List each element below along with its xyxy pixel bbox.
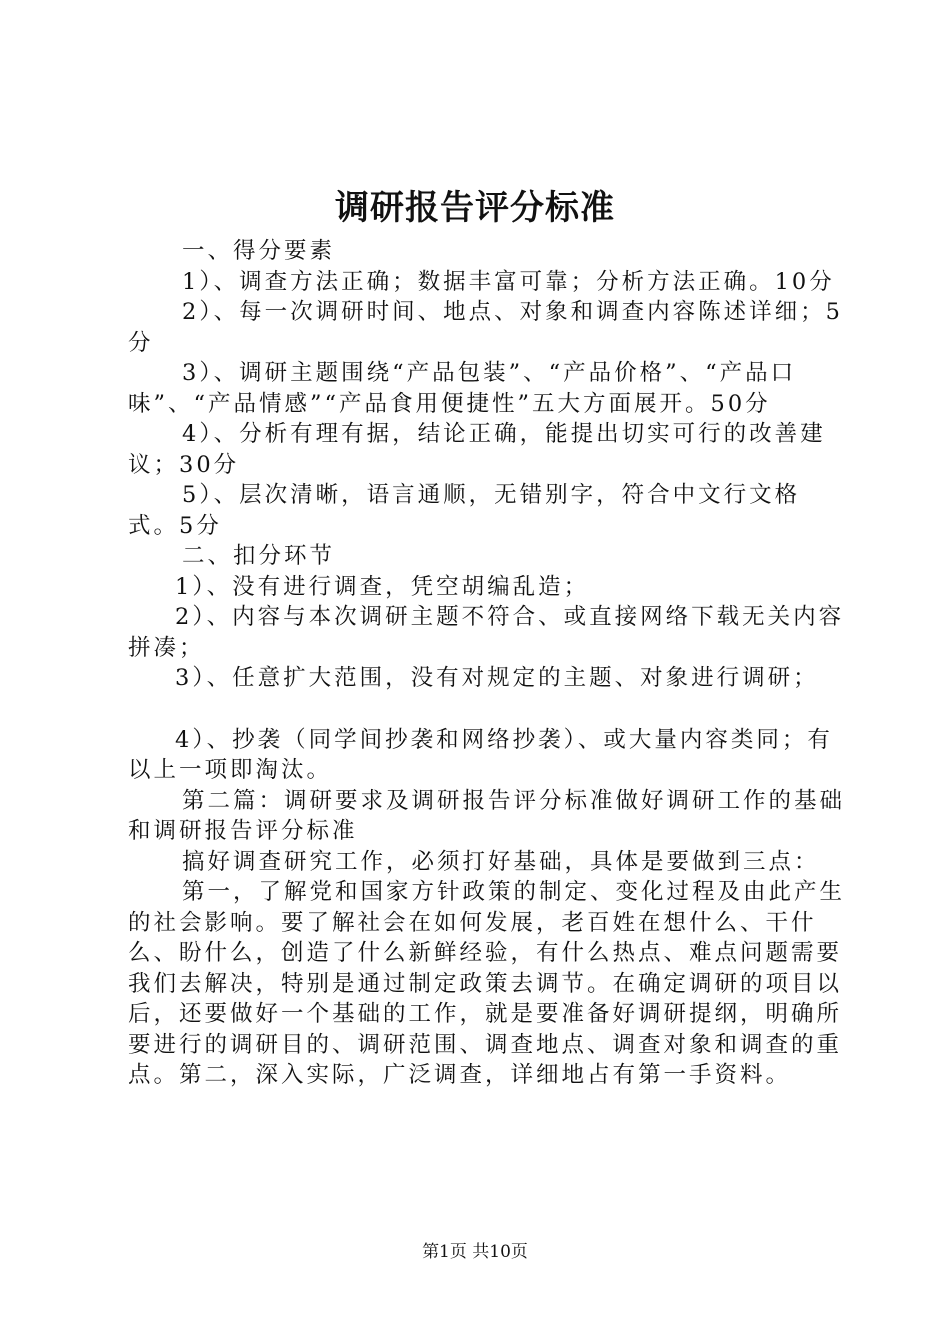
deduction-item-4: 4）、抄袭（同学间抄袭和网络抄袭）、或大量内容类同；有以上一项即淘汰。: [128, 726, 833, 783]
blank-line: [128, 694, 850, 725]
document-body: [128, 236, 850, 1091]
section-heading-part-two: 第二篇：调研要求及调研报告评分标准做好调研工作的基础和调研报告评分标准: [128, 787, 846, 844]
deduction-item-3: 3）、任意扩大范围，没有对规定的主题、对象进行调研；: [175, 665, 819, 691]
scoring-item-4: 4）、分析有理有据，结论正确，能提出切实可行的改善建议；30分: [128, 421, 826, 478]
scoring-item-3: 3）、调研主题围绕“产品包装”、“产品价格”、“产品口味”、“产品情感”“产品食用便捷性”五大方面展开。50分: [128, 360, 797, 417]
scoring-item-2: 2）、每一次调研时间、地点、对象和调查内容陈述详细；5分: [128, 299, 843, 356]
section-heading-scoring: 一、得分要素: [182, 238, 336, 264]
paragraph-body: 第一，了解党和国家方针政策的制定、变化过程及由此产生的社会影响。要了解社会在如何发展，老百姓在想什么、干什么、盼什么，创造了什么新鲜经验，有什么热点、难点问题需要我们去解决，特别是通过制定政策去调节。在确定调研的项目以后，还要做好一个基础的工作，就是要准备好调研提纲，明确所要进行的调研目的、调研范围、调查地点、调查对象和调查的重点。第二，深入实际，广泛调查，详细地占有第一手资料。: [128, 879, 846, 1088]
section-heading-deduction: 二、扣分环节: [182, 543, 336, 569]
scoring-item-1: 1）、调查方法正确；数据丰富可靠；分析方法正确。10分: [182, 268, 835, 295]
paragraph-intro: 搞好调查研究工作，必须打好基础，具体是要做到三点：: [182, 848, 820, 875]
deduction-item-1: 1）、没有进行调查，凭空胡编乱造；: [175, 573, 590, 600]
deduction-item-2: 2）、内容与本次调研主题不符合、或直接网络下载无关内容拼凑；: [128, 604, 845, 661]
document-title: 调研报告评分标准: [335, 188, 615, 228]
scoring-item-5: 5）、层次清晰，语言通顺，无错别字，符合中文行文格式。5分: [128, 482, 801, 539]
page-number-footer: 第1页 共10页: [422, 1242, 528, 1262]
